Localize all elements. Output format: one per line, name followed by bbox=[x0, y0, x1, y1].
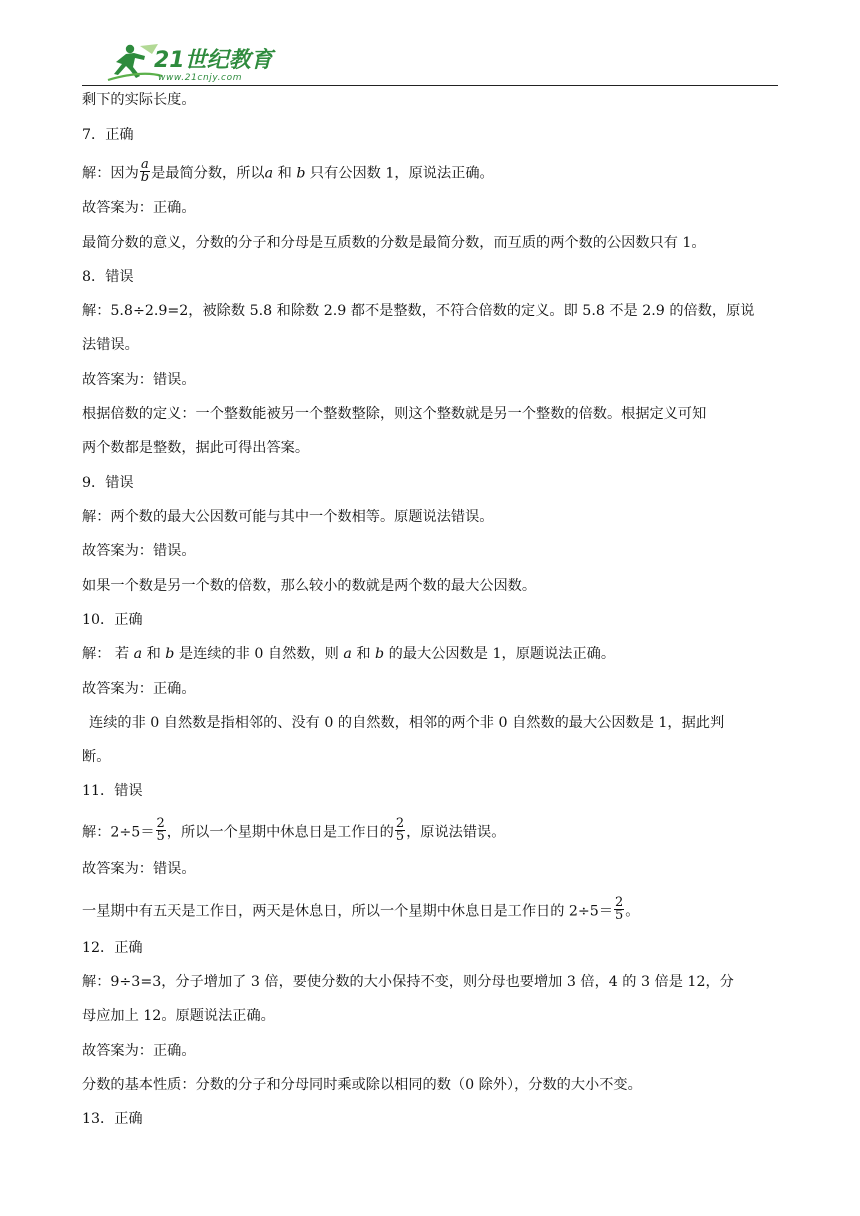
question-13-heading: 13．正确 bbox=[82, 1111, 143, 1127]
question-10-heading: 10．正确 bbox=[82, 612, 143, 628]
question-12-solution-line1: 解：9÷3=3，分子增加了 3 倍，要使分数的大小保持不变，则分母也要增加 3 倍，4 的 3 倍是 12，分 bbox=[82, 974, 734, 990]
header-divider bbox=[82, 85, 778, 86]
question-8-note-line1: 根据倍数的定义：一个整数能被另一个整数整除，则这个整数就是另一个整数的倍数。根据定义可知 bbox=[82, 406, 707, 422]
question-9-note: 如果一个数是另一个数的倍数，那么较小的数就是两个数的最大公因数。 bbox=[82, 578, 537, 594]
question-8-solution-line1: 解：5.8÷2.9=2，被除数 5.8 和除数 2.9 都不是整数，不符合倍数的定义。即 5.8 不是 2.9 的倍数，原说 bbox=[82, 303, 755, 319]
brand-logo bbox=[102, 40, 282, 86]
svg-text:www.21cnjy.com: www.21cnjy.com bbox=[158, 73, 243, 83]
question-12-note: 分数的基本性质：分数的分子和分母同时乘或除以相同的数（0 除外），分数的大小不变。 bbox=[82, 1077, 642, 1093]
question-12-solution-line2: 母应加上 12。原题说法正确。 bbox=[82, 1008, 275, 1024]
question-10-answer: 故答案为：正确。 bbox=[82, 681, 196, 697]
question-8-solution-line2: 法错误。 bbox=[82, 337, 139, 353]
question-12-heading: 12．正确 bbox=[82, 940, 143, 956]
question-7-solution: 解：因为 $\frac{a}{b}$ 是最简分数，所以a 和 b 只有公因数 1，原说法正确。 bbox=[82, 157, 494, 185]
fraction-two-fifths: $\frac{2}{5}$ bbox=[395, 816, 405, 844]
question-8-answer: 故答案为：错误。 bbox=[82, 372, 196, 388]
fraction-two-fifths: $\frac{2}{5}$ bbox=[156, 816, 165, 844]
question-9-answer: 故答案为：错误。 bbox=[82, 543, 196, 559]
question-10-note-line1: 连续的非 0 自然数是指相邻的、没有 0 的自然数，相邻的两个非 0 自然数的最大公因数是 1，据此判 bbox=[89, 715, 725, 731]
question-11-solution: 解：2÷5＝ $\frac{2}{5}$ ，所以一个星期中休息日是工作日的 $\frac{2}{5}$ ，原说法错误。 bbox=[82, 816, 506, 844]
text-line: 剩下的实际长度。 bbox=[82, 92, 196, 108]
question-11-answer: 故答案为：错误。 bbox=[82, 861, 196, 877]
question-7-answer: 故答案为：正确。 bbox=[82, 200, 196, 216]
question-11-note: 一星期中有五天是工作日，两天是休息日，所以一个星期中休息日是工作日的 2÷5＝ $\frac{2}{5}$ 。 bbox=[82, 895, 640, 923]
question-10-note-line2: 断。 bbox=[82, 749, 111, 765]
runner-logo-icon bbox=[102, 40, 282, 84]
question-9-heading: 9．错误 bbox=[82, 475, 134, 491]
question-9-solution: 解：两个数的最大公因数可能与其中一个数相等。原题说法错误。 bbox=[82, 509, 494, 525]
question-7-note: 最简分数的意义，分数的分子和分母是互质数的分数是最简分数，而互质的两个数的公因数只有 1。 bbox=[82, 235, 706, 251]
question-12-answer: 故答案为：正确。 bbox=[82, 1043, 196, 1059]
question-10-solution: 解： 若 a 和 b 是连续的非 0 自然数，则 a 和 b 的最大公因数是 1，原题说法正确。 bbox=[82, 646, 616, 662]
fraction-two-fifths: $\frac{2}{5}$ bbox=[615, 895, 624, 923]
question-8-heading: 8．错误 bbox=[82, 269, 134, 285]
question-7-heading: 7．正确 bbox=[82, 127, 134, 143]
svg-text:21世纪教育: 21世纪教育 bbox=[154, 48, 273, 73]
question-8-note-line2: 两个数都是整数，据此可得出答案。 bbox=[82, 440, 310, 456]
question-11-heading: 11．错误 bbox=[82, 783, 143, 799]
fraction-a-over-b: $\frac{a}{b}$ bbox=[140, 157, 150, 185]
